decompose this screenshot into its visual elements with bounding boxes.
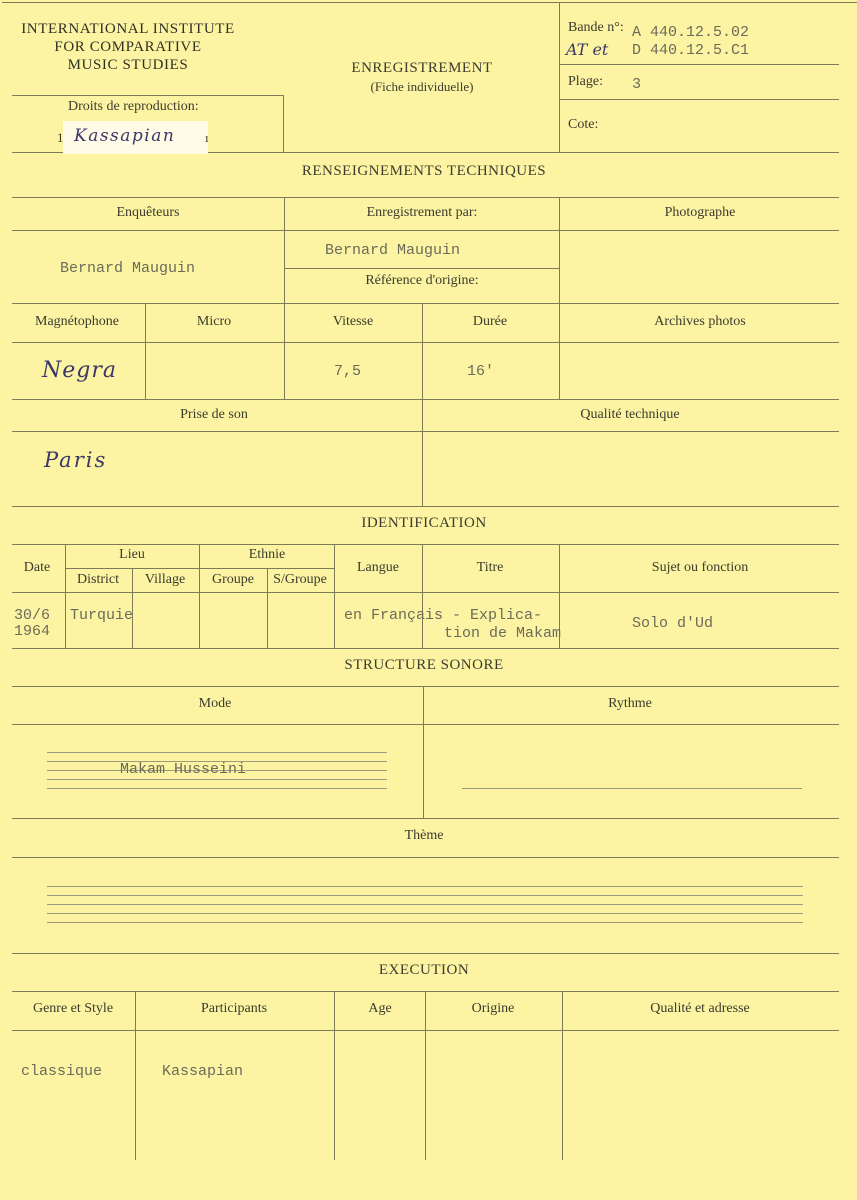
- tech-line-5: [12, 399, 839, 400]
- plage-value: 3: [632, 76, 642, 93]
- tech-line-6: [12, 431, 839, 432]
- lieu-value: Turquie: [70, 607, 134, 624]
- exec-line-2: [12, 1030, 839, 1031]
- duree-label: Durée: [472, 314, 508, 329]
- rythme-guide: [462, 788, 802, 789]
- institute-line-1: INTERNATIONAL INSTITUTE: [21, 21, 235, 37]
- tech-vline-3: [145, 303, 146, 399]
- rights-top-line: [12, 95, 284, 96]
- theme-label: Thème: [404, 828, 444, 843]
- id-vline-sgroupe: [267, 568, 268, 648]
- tech-vline-4: [284, 303, 285, 399]
- tech-line-2: [12, 230, 839, 231]
- card-title: ENREGISTREMENT: [351, 60, 493, 76]
- plage-label: Plage:: [568, 74, 603, 89]
- date-value-day: 30/6: [14, 607, 51, 624]
- tech-vline-2: [559, 197, 560, 303]
- cote-label: Cote:: [568, 117, 599, 132]
- prise-label: Prise de son: [180, 407, 248, 422]
- district-label: District: [77, 572, 119, 587]
- sgroupe-label: S/Groupe: [273, 572, 327, 587]
- struct-bottom-line: [12, 953, 839, 954]
- prise-value: Paris: [44, 448, 108, 472]
- tech-vline-5: [422, 303, 423, 506]
- rights-value: Kassapian: [74, 126, 176, 146]
- duree-value: 16': [467, 363, 495, 380]
- micro-label: Micro: [196, 314, 232, 329]
- mode-value: Makam Husseini: [120, 761, 247, 778]
- exec-vline-2: [334, 991, 335, 1160]
- identification-section-title: IDENTIFICATION: [361, 515, 487, 531]
- participants-label: Participants: [200, 1001, 268, 1016]
- rights-label: Droits de reproduction:: [68, 99, 199, 114]
- sujet-value: Solo d'Ud: [632, 615, 714, 632]
- enqueteurs-value: Bernard Mauguin: [60, 260, 196, 277]
- plage-divider: [559, 99, 839, 100]
- id-bottom-line: [12, 648, 839, 649]
- date-label: Date: [23, 560, 51, 575]
- age-label: Age: [368, 1001, 392, 1016]
- id-vline-date: [65, 544, 66, 648]
- id-vline-ethnie: [199, 544, 200, 648]
- village-label: Village: [144, 572, 186, 587]
- tech-line-1: [12, 197, 839, 198]
- magnetophone-label: Magnétophone: [35, 314, 119, 329]
- id-line-2: [12, 592, 839, 593]
- card-subtitle: (Fiche individuelle): [370, 79, 474, 94]
- struct-line-4: [12, 857, 839, 858]
- theme-guide-1: [47, 886, 803, 887]
- institute-line-3: MUSIC STUDIES: [67, 57, 189, 73]
- bande-prefix-2: AT et: [566, 40, 609, 59]
- genre-value: classique: [21, 1063, 103, 1080]
- institute-line-2: FOR COMPARATIVE: [54, 39, 202, 55]
- date-value-year: 1964: [14, 623, 51, 640]
- bande-label: Bande n°:: [568, 20, 624, 35]
- struct-vline: [423, 686, 424, 818]
- theme-guide-2: [47, 895, 803, 896]
- rights-stub-right: ı: [205, 130, 209, 145]
- structure-section-title: STRUCTURE SONORE: [344, 657, 504, 673]
- exec-vline-4: [562, 991, 563, 1160]
- tech-line-3: [12, 303, 839, 304]
- photographe-label: Photographe: [664, 205, 736, 220]
- reference-label: Référence d'origine:: [365, 273, 479, 288]
- langue-value-1: en Français - Explica-: [344, 607, 543, 624]
- bande-value-2: D 440.12.5.C1: [632, 42, 750, 59]
- rythme-label: Rythme: [608, 696, 652, 711]
- enqueteurs-label: Enquêteurs: [116, 205, 180, 220]
- header-right-divider: [559, 2, 560, 152]
- participants-value: Kassapian: [162, 1063, 244, 1080]
- tech-bottom-line: [12, 506, 839, 507]
- rights-stub-left: 1: [57, 130, 64, 145]
- reference-line: [284, 268, 559, 269]
- bande-divider: [559, 64, 839, 65]
- execution-section-title: EXECUTION: [378, 962, 470, 978]
- theme-guide-3: [47, 904, 803, 905]
- id-line-1: [12, 544, 839, 545]
- tech-vline-1: [284, 197, 285, 303]
- tech-line-4: [12, 342, 839, 343]
- technical-section-title: RENSEIGNEMENTS TECHNIQUES: [301, 163, 547, 179]
- theme-guide-4: [47, 913, 803, 914]
- mode-guide-4: [47, 779, 387, 780]
- enregistrement-value: Bernard Mauguin: [325, 242, 461, 259]
- sujet-label: Sujet ou fonction: [651, 560, 749, 575]
- langue-value-2: tion de Makam: [444, 625, 562, 642]
- id-vline-langue: [334, 544, 335, 648]
- titre-label: Titre: [476, 560, 504, 575]
- exec-vline-1: [135, 991, 136, 1160]
- exec-vline-3: [425, 991, 426, 1160]
- magnetophone-value: Negra: [42, 358, 117, 383]
- archives-label: Archives photos: [654, 314, 746, 329]
- mode-guide-1: [47, 752, 387, 753]
- rights-right-line: [283, 95, 284, 152]
- qualite-technique-label: Qualité technique: [580, 407, 680, 422]
- vitesse-value: 7,5: [334, 363, 362, 380]
- struct-line-3: [12, 818, 839, 819]
- tech-vline-6: [559, 303, 560, 399]
- struct-line-1: [12, 686, 839, 687]
- genre-label: Genre et Style: [32, 1001, 114, 1016]
- theme-guide-5: [47, 922, 803, 923]
- groupe-label: Groupe: [212, 572, 254, 587]
- langue-label: Langue: [357, 560, 399, 575]
- mode-label: Mode: [198, 696, 232, 711]
- institute-name: [21, 20, 235, 74]
- enregistrement-label: Enregistrement par:: [366, 205, 478, 220]
- id-vline-titre: [422, 544, 423, 648]
- vitesse-label: Vitesse: [332, 314, 374, 329]
- origine-label: Origine: [471, 1001, 515, 1016]
- qualite-adresse-label: Qualité et adresse: [650, 1001, 750, 1016]
- mode-guide-5: [47, 788, 387, 789]
- id-subheader-line: [65, 568, 334, 569]
- ethnie-label: Ethnie: [248, 547, 286, 562]
- top-border: [2, 2, 857, 3]
- lieu-label: Lieu: [119, 547, 145, 562]
- struct-line-2: [12, 724, 839, 725]
- bande-value-1: A 440.12.5.02: [632, 24, 750, 41]
